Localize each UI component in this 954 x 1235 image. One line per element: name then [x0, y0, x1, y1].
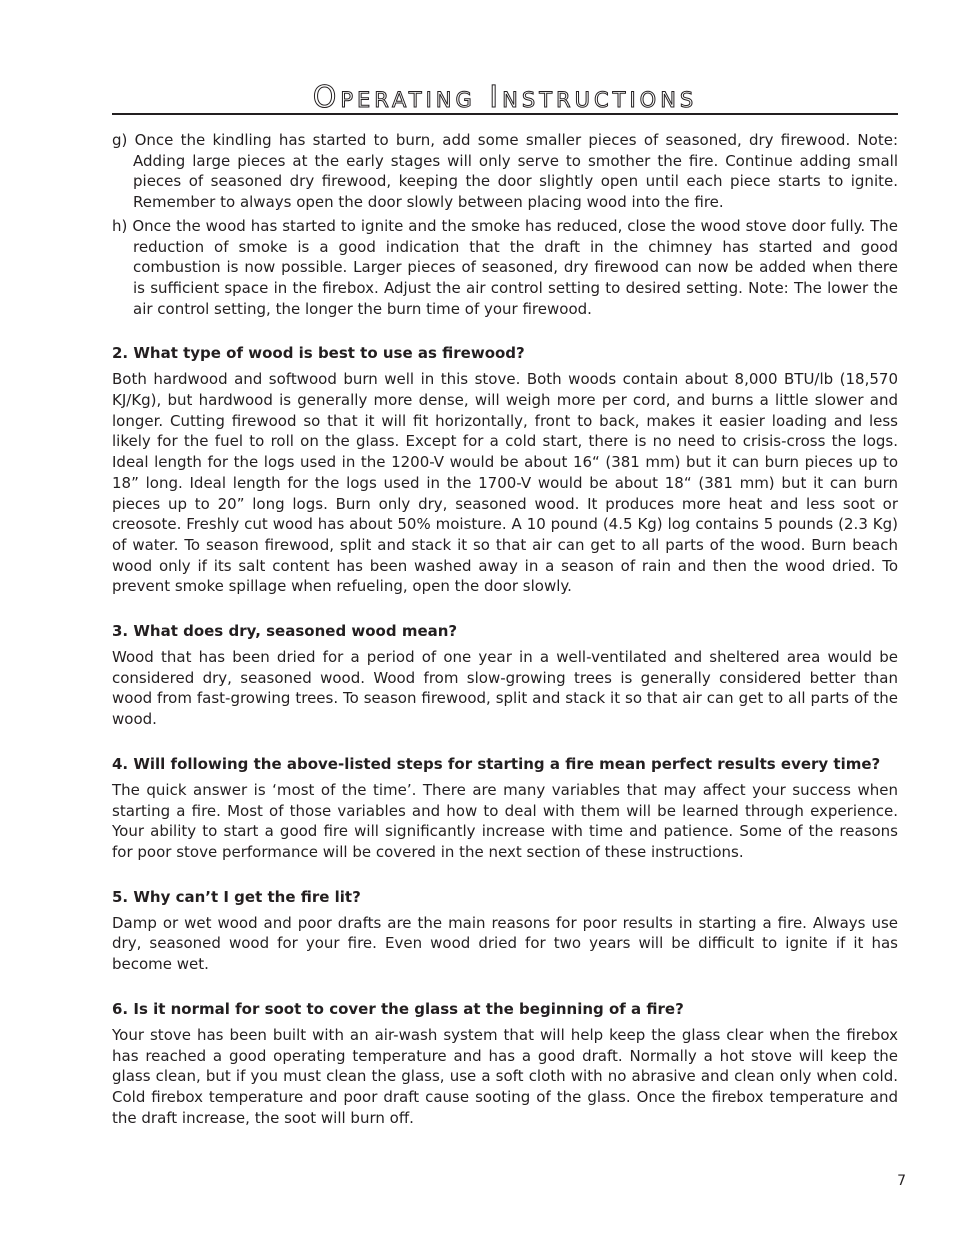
section-heading: 6. Is it normal for soot to cover the glass at the beginning of a fire?: [112, 999, 684, 1018]
section-body: Wood that has been dried for a period of one year in a well-ventilated and sheltered area would be considered dry, seasoned wood. Wood from slow-growing trees is generally considered better than wood from fast-growing trees. To season firewood, split and stack it so that air can get to all parts of the wood.: [112, 648, 898, 729]
section-body: The quick answer is ‘most of the time’. There are many variables that may affect your success when starting a fire. Most of those variables and how to deal with them will be learned through experience. Your ability to start a good fire will significantly increase with time and patience. Some of the reasons for poor stove performance will be covered in the next section of these instructions.: [112, 780, 898, 861]
faq-section-seasoned-wood: [112, 621, 898, 730]
section-body: Damp or wet wood and poor drafts are the main reasons for poor results in starting a fire. Always use dry, seasoned wood for your fire. Even wood dried for two years will be difficult to ignite if it has become wet.: [112, 913, 898, 974]
page-title: Operating Instructions: [312, 80, 698, 115]
section-heading: 3. What does dry, seasoned wood mean?: [112, 622, 458, 641]
section-body: Your stove has been built with an air-wash system that will help keep the glass clear when the firebox has reached a good operating temperature and has a good draft. Normally a hot stove will keep the glass clean, but if you must clean the glass, use a soft cloth with no abrasive and clean only when cold. Cold firebox temperature and poor draft cause sooting of the glass. Once the firebox temperature and the draft increase, the soot will burn off.: [112, 1025, 898, 1127]
section-heading: 4. Will following the above-listed steps for starting a fire mean perfect results every time?: [112, 754, 881, 773]
section-heading: 2. What type of wood is best to use as firewood?: [112, 344, 525, 363]
faq-section-soot-glass: [112, 999, 898, 1129]
title-divider: [112, 113, 898, 115]
page-number: 7: [897, 1173, 906, 1189]
section-body: Both hardwood and softwood burn well in this stove. Both woods contain about 8,000 BTU/lb (18,570 KJ/Kg), but hardwood is generally more dense, will weigh more per cord, and burns a little slower and longer. Cutting firewood so that it will fit horizontally, front to back, makes it easier loading and less likely for the fuel to roll on the glass. Except for a cold start, there is no need to crisis-cross the logs. Ideal length for the logs used in the 1200-V would be about 16“ (381 mm) but it can burn pieces up to 18” long. Ideal length for the logs used in the 1700-V would be about 18“ (381 mm) but it can burn pieces up to 20” long logs. Burn only dry, seasoned wood. It produces more heat and less soot or creosote. Freshly cut wood has about 50% moisture. A 10 pound (4.5 Kg) log contains 5 pounds (2.3 Kg) of water. To season firewood, split and stack it so that air can get to all parts of the wood. Burn beach wood only if its salt content has been washed away in a season of rain and then the wood dried. To prevent smoke spillage when refueling, open the door slowly.: [112, 370, 898, 596]
faq-section-perfect-results: [112, 754, 898, 863]
section-heading: 5. Why can’t I get the fire lit?: [112, 887, 361, 906]
faq-section-fire-lit: [112, 887, 898, 975]
step-g: g) Once the kindling has started to burn, add some smaller pieces of seasoned, dry firewood. Note: Adding large pieces at the early stages will only serve to smother the fire. Continue adding small pieces of seasoned dry firewood, keeping the door slightly open until each piece starts to ignite. Remember to always open the door slowly between placing wood into the fire.: [112, 131, 898, 212]
step-h: h) Once the wood has started to ignite and the smoke has reduced, close the wood stove door fully. The reduction of smoke is a good indication that the draft in the chimney has started and good combustion is now possible. Larger pieces of seasoned, dry firewood can now be added when there is sufficient space in the firebox. Adjust the air control setting to desired setting. Note: The lower the air control setting, the longer the burn time of your firewood.: [112, 216, 898, 318]
faq-section-wood-type: [112, 343, 898, 597]
document-body: [112, 130, 898, 1128]
